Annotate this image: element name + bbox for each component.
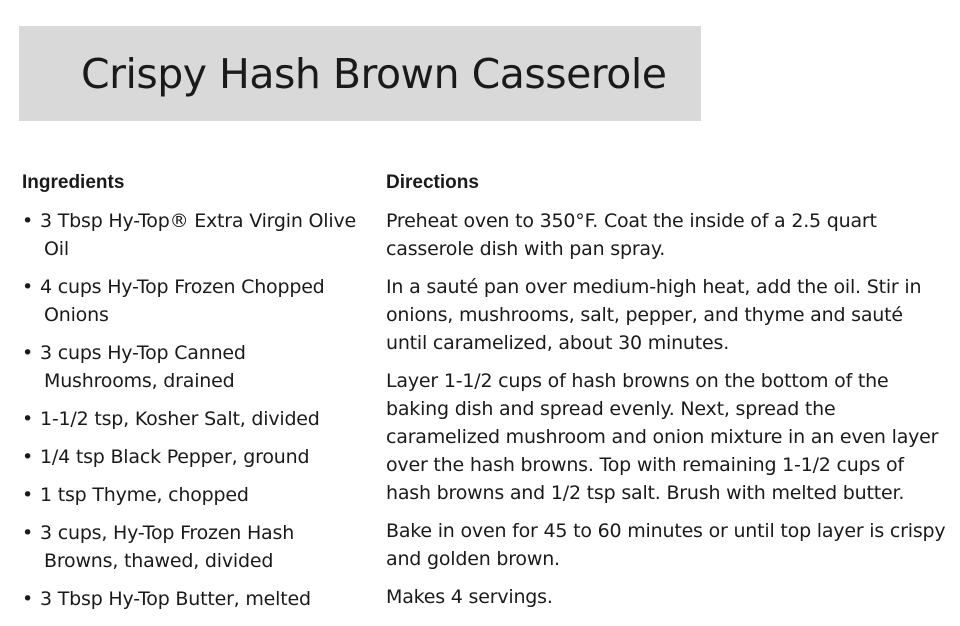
ingredient-text: 4 cups Hy-Top Frozen Chopped Onions bbox=[40, 276, 325, 326]
bullet-glyph: • bbox=[22, 522, 34, 544]
direction-step: Preheat oven to 350°F. Coat the inside of a 2.5 quart casserole dish with pan spray. bbox=[386, 210, 877, 260]
ingredient-text: 1-1/2 tsp, Kosher Salt, divided bbox=[40, 408, 320, 430]
ingredient-text: 1 tsp Thyme, chopped bbox=[40, 484, 249, 506]
bullet-glyph: • bbox=[22, 484, 34, 506]
ingredient-item bbox=[22, 273, 362, 329]
ingredients-heading: Ingredients bbox=[22, 172, 125, 193]
direction-step: Makes 4 servings. bbox=[386, 586, 553, 608]
recipe-title: Crispy Hash Brown Casserole bbox=[81, 49, 667, 98]
ingredient-text: 3 Tbsp Hy-Top® Extra Virgin Olive Oil bbox=[40, 210, 357, 260]
ingredient-item bbox=[22, 585, 362, 613]
ingredient-text: 3 cups, Hy-Top Frozen Hash Browns, thawed, divided bbox=[40, 522, 295, 572]
ingredient-item bbox=[22, 481, 362, 509]
direction-step: In a sauté pan over medium-high heat, add the oil. Stir in onions, mushrooms, salt, pepper, and thyme and sauté until caramelized, about 30 minutes. bbox=[386, 276, 922, 354]
ingredient-item bbox=[22, 405, 362, 433]
ingredient-text: 1/4 tsp Black Pepper, ground bbox=[40, 446, 310, 468]
bullet-glyph: • bbox=[22, 342, 34, 364]
ingredients-list bbox=[22, 207, 362, 623]
ingredient-text: 3 cups Hy-Top Canned Mushrooms, drained bbox=[40, 342, 246, 392]
ingredient-item bbox=[22, 207, 362, 263]
bullet-glyph: • bbox=[22, 588, 34, 610]
bullet-glyph: • bbox=[22, 446, 34, 468]
direction-step: Layer 1-1/2 cups of hash browns on the bottom of the baking dish and spread evenly. Next, spread the caramelized mushroom and onion mixture in an even layer over the hash browns. Top with remaining 1-1/2 cups of hash browns and 1/2 tsp salt. Brush with melted butter. bbox=[386, 370, 939, 504]
ingredient-item bbox=[22, 443, 362, 471]
bullet-glyph: • bbox=[22, 276, 34, 298]
directions-section bbox=[386, 207, 946, 621]
ingredient-item bbox=[22, 519, 362, 575]
ingredient-text: 3 Tbsp Hy-Top Butter, melted bbox=[40, 588, 311, 610]
ingredient-item bbox=[22, 339, 362, 395]
bullet-glyph: • bbox=[22, 210, 34, 232]
bullet-glyph: • bbox=[22, 408, 34, 430]
direction-step: Bake in oven for 45 to 60 minutes or until top layer is crispy and golden brown. bbox=[386, 520, 946, 570]
title-banner bbox=[19, 26, 701, 121]
directions-heading: Directions bbox=[386, 172, 479, 193]
